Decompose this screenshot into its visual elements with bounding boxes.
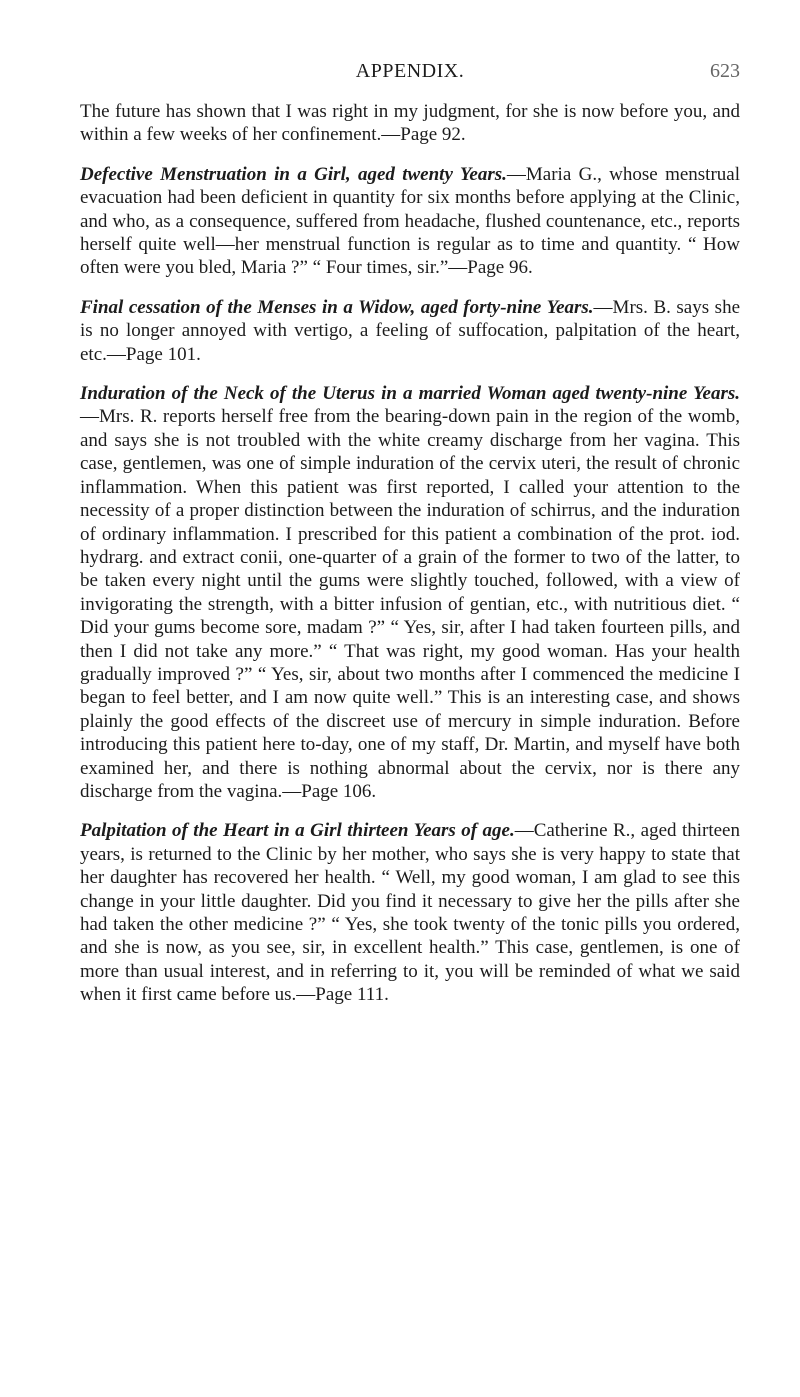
running-head-title: APPENDIX. (355, 60, 465, 82)
paragraph-text: —Catherine R., aged thirteen years, is returned to the Clinic by her mother, who says she is very happy to state that her daughter has recovered her health. “ Well, my good woman, I am glad to see this change in your little daughter. Did you find it necessary to give her the pills after she had taken the other medicine ?” “ Yes, she took twenty of the tonic pills you ordered, and she is now, as you see, sir, in excellent health.” This case, gentlemen, is one of more than usual interest, and in referring to it, you will be reminded of what we said when it first came before us.—Page 111. (80, 820, 740, 1006)
case-heading: Final cessation of the Menses in a Widow, aged forty-nine Years. (80, 296, 594, 318)
case-heading: Defective Menstruation in a Girl, aged twenty Years. (80, 163, 507, 185)
paragraph (80, 296, 740, 366)
running-head (80, 60, 740, 88)
paragraph-text: —Maria G., whose menstrual evacuation had been deficient in quantity for six months before applying at the Clinic, and who, as a consequence, suffered from headache, flushed countenance, etc., reports herself quite well—her menstrual function is regular as to time and quantity. “ How often were you bled, Maria ?” “ Four times, sir.”—Page 96. (80, 163, 741, 279)
case-heading: Palpitation of the Heart in a Girl thirteen Years of age. (80, 820, 515, 842)
body-text (80, 100, 740, 1023)
paragraph (80, 163, 740, 280)
paragraph (80, 100, 740, 147)
paragraph-text: —Mrs. B. says she is no longer annoyed with vertigo, a feeling of suffocation, palpitation of the heart, etc.—Page 101. (80, 296, 740, 365)
paragraph-text: The future has shown that I was right in my judgment, for she is now before you, and within a few weeks of her confinement.—Page 92. (80, 101, 740, 146)
page-number: 623 (710, 60, 740, 82)
paragraph-text: —Mrs. R. reports herself free from the bearing-down pain in the region of the womb, and says she is not troubled with the white creamy discharge from her vagina. This case, gentlemen, was one of simple induration of the cervix uteri, the result of chronic inflammation. When this patient was first reported, I called your attention to the necessity of a proper distinction between the induration of schirrus, and the induration of ordinary inflammation. I prescribed for this patient a combination of the prot. iod. hydrarg. and extract conii, one-quarter of a grain of the former to two of the latter, to be taken every night until the gums were slightly touched, followed, with a view of invigorating the strength, with a bitter infusion of gentian, etc., with nutritious diet. “ Did your gums become sore, madam ?” “ Yes, sir, after I had taken fourteen pills, and then I did not take any more.” “ That was right, my good woman. Has your health gradually improved ?” “ Yes, sir, about two months after I commenced the medicine I began to feel better, and I am now quite well.” This is an interesting case, and shows plainly the good effects of the discreet use of mercury in simple induration. Before introducing this patient here to-day, one of my staff, Dr. Martin, and myself have both examined her, and there is nothing abnormal about the cervix, nor is there any discharge from the vagina.—Page 106. (80, 406, 740, 802)
paragraph (80, 819, 740, 1006)
paragraph (80, 382, 740, 803)
case-heading: Induration of the Neck of the Uterus in a married Woman aged twenty-nine Years. (80, 383, 740, 405)
